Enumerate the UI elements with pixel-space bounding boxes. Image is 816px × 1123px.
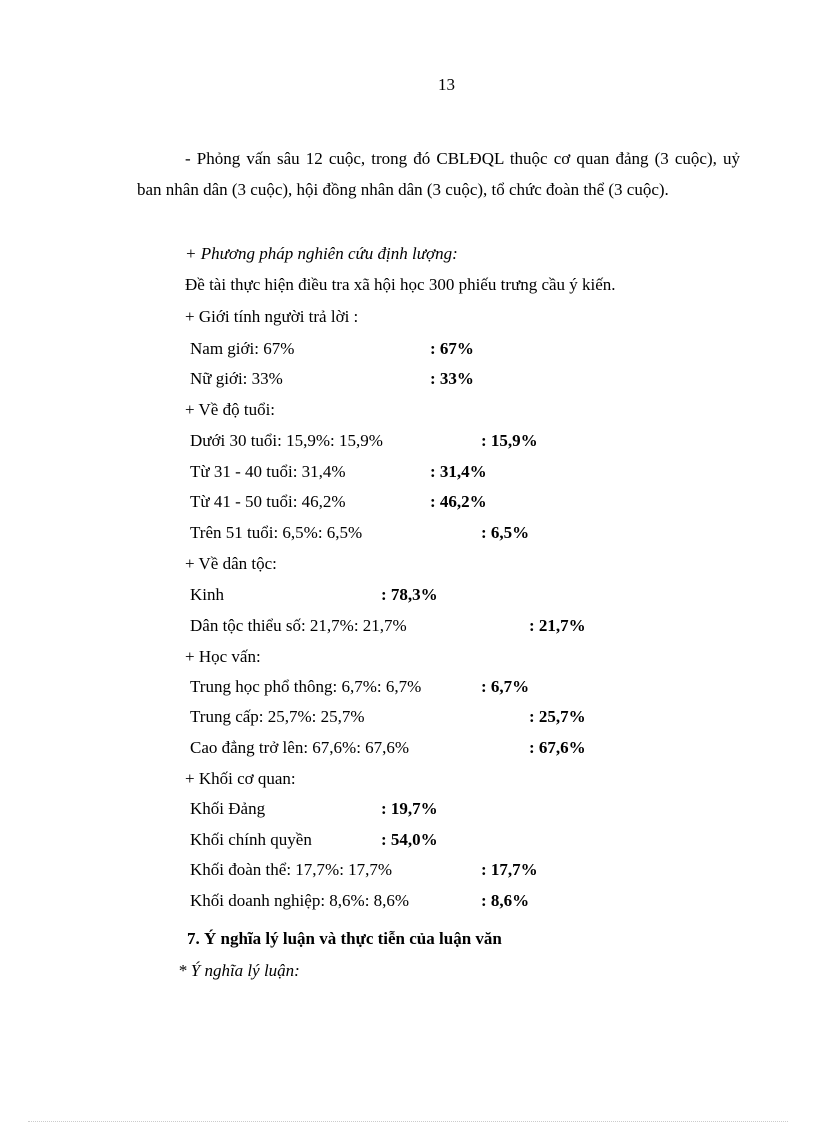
education-row-value: : 25,7% xyxy=(529,707,586,726)
ethnicity-row-value: : 78,3% xyxy=(381,585,438,604)
education-row-value: : 6,7% xyxy=(481,677,530,696)
agency-row-label: Khối chính quyền xyxy=(190,830,312,849)
interview-paragraph xyxy=(137,143,740,205)
age-row-value: : 31,4% xyxy=(430,462,487,481)
education-row-label: Cao đẳng trở lên: 67,6%: 67,6% xyxy=(190,738,410,757)
gender-row-male-value: : 67% xyxy=(430,339,474,358)
age-row-label: Từ 31 - 40 tuổi: 31,4% xyxy=(190,462,346,481)
quantitative-method-heading: + Phương pháp nghiên cứu định lượng: xyxy=(185,244,458,263)
gender-row-male-label: Nam giới: 67% xyxy=(190,339,295,358)
agency-row-value: : 54,0% xyxy=(381,830,438,849)
subsection-heading: * Ý nghĩa lý luận: xyxy=(178,961,300,980)
page-number: 13 xyxy=(438,75,455,94)
age-heading: + Về độ tuổi: xyxy=(185,400,276,419)
ethnicity-heading: + Về dân tộc: xyxy=(185,554,277,573)
gender-heading: + Giới tính người trả lời : xyxy=(185,307,359,326)
age-row-label: Từ 41 - 50 tuổi: 46,2% xyxy=(190,492,346,511)
agency-row-label: Khối đoàn thể: 17,7%: 17,7% xyxy=(190,860,393,879)
gender-row-female-value: : 33% xyxy=(430,369,474,388)
age-row-value: : 15,9% xyxy=(481,431,538,450)
education-row-value: : 67,6% xyxy=(529,738,586,757)
agency-row-value: : 8,6% xyxy=(481,891,530,910)
ethnicity-row-value: : 21,7% xyxy=(529,616,586,635)
education-heading: + Học vấn: xyxy=(185,647,261,666)
education-row-label: Trung học phổ thông: 6,7%: 6,7% xyxy=(190,677,422,696)
interview-text: - Phỏng vấn sâu 12 cuộc, trong đó CBLĐQL thuộc cơ quan đảng (3 cuộc), uỷ ban nhân dân (3 cuộc), hội đồng nhân dân (3 cuộc), tổ chức đoàn thể (3 cuộc). xyxy=(137,149,740,199)
age-row-label: Dưới 30 tuổi: 15,9%: 15,9% xyxy=(190,431,383,450)
age-row-value: : 6,5% xyxy=(481,523,530,542)
agency-row-label: Khối Đảng xyxy=(190,799,266,818)
section-heading: 7. Ý nghĩa lý luận và thực tiễn của luận văn xyxy=(187,929,502,948)
age-row-label: Trên 51 tuổi: 6,5%: 6,5% xyxy=(190,523,363,542)
education-row-label: Trung cấp: 25,7%: 25,7% xyxy=(190,707,365,726)
agency-row-value: : 17,7% xyxy=(481,860,538,879)
age-row-value: : 46,2% xyxy=(430,492,487,511)
agency-row-value: : 19,7% xyxy=(381,799,438,818)
ethnicity-row-label: Kinh xyxy=(190,585,224,604)
gender-row-female-label: Nữ giới: 33% xyxy=(190,369,283,388)
page-bottom-divider xyxy=(28,1121,788,1122)
agency-row-label: Khối doanh nghiệp: 8,6%: 8,6% xyxy=(190,891,410,910)
ethnicity-row-label: Dân tộc thiểu số: 21,7%: 21,7% xyxy=(190,616,407,635)
survey-sentence: Đề tài thực hiện điều tra xã hội học 300 phiếu trưng cầu ý kiến. xyxy=(185,275,616,294)
agency-heading: + Khối cơ quan: xyxy=(185,769,296,788)
